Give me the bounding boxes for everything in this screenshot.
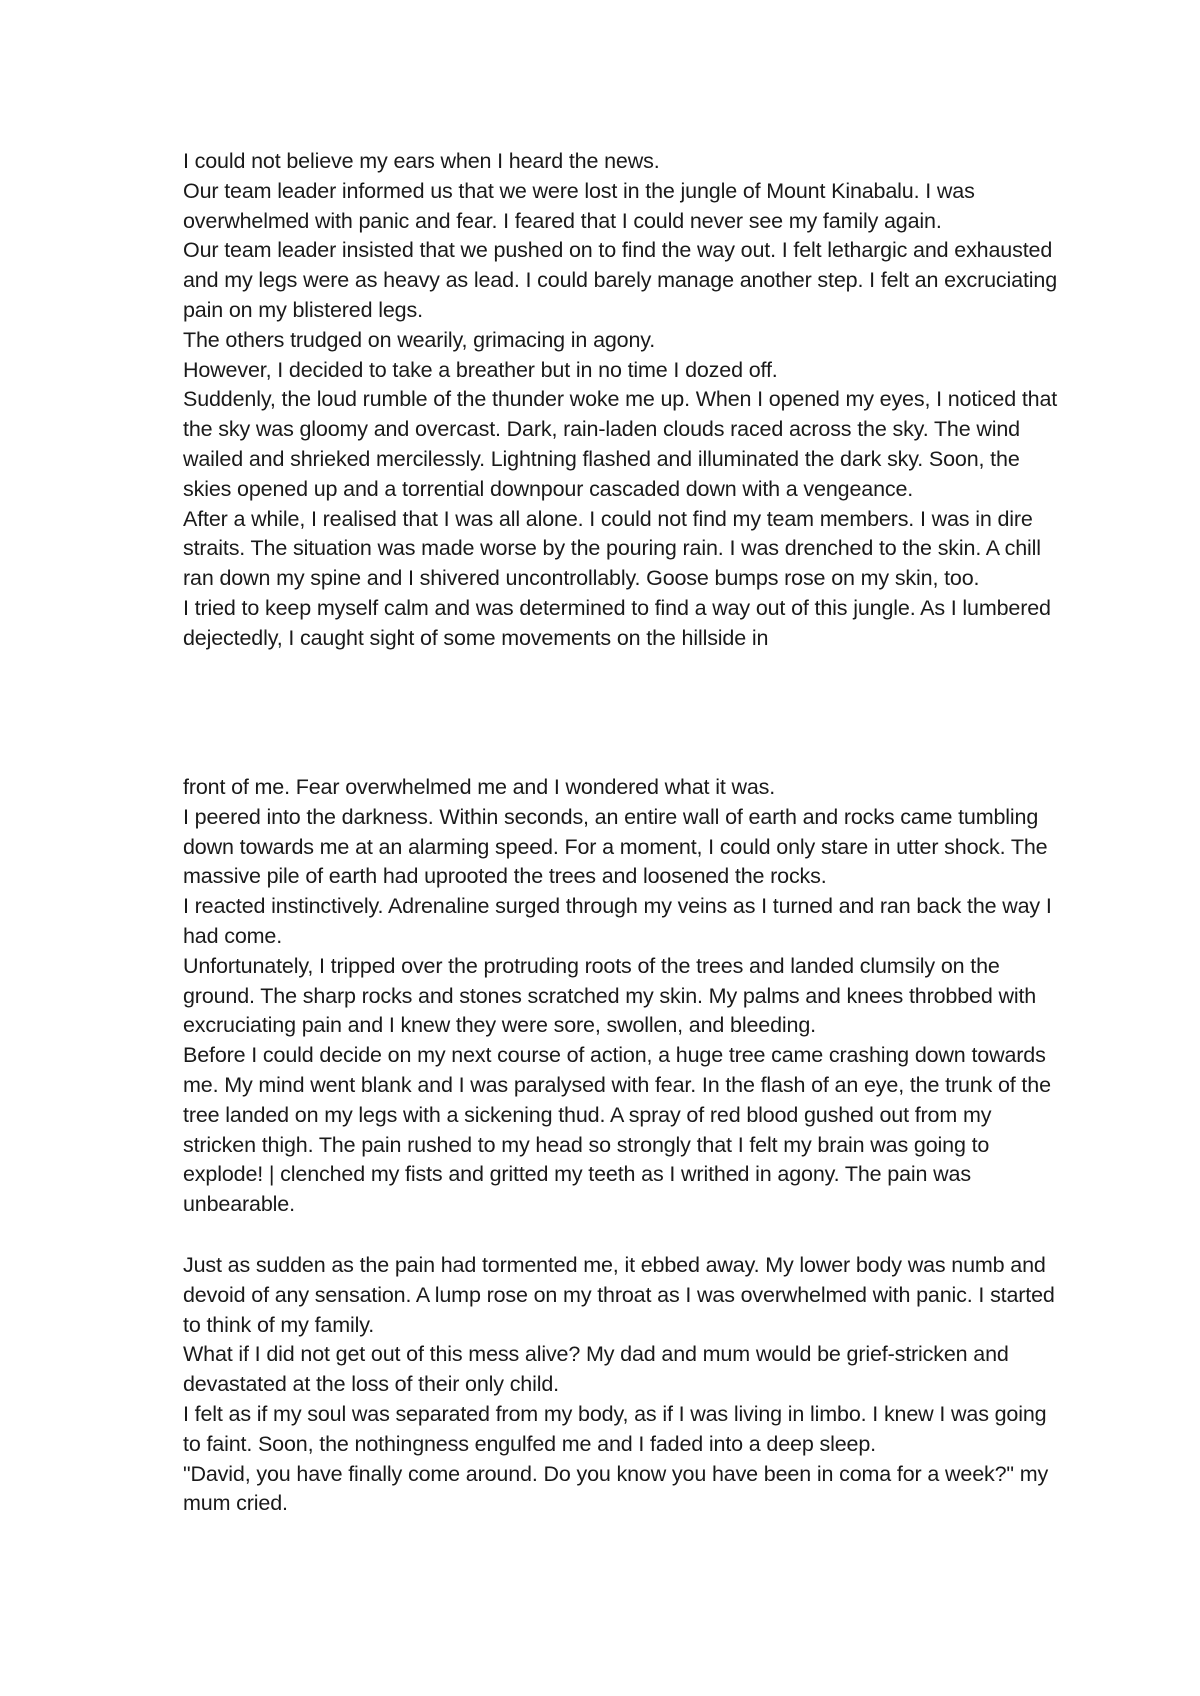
paragraph: The others trudged on wearily, grimacing in agony.	[183, 327, 656, 352]
paragraph: I felt as if my soul was separated from my body, as if I was living in limbo. I knew I was going to faint. Soon, the nothingness engulfed me and I faded into a deep sleep.	[183, 1401, 1047, 1456]
paragraph: After a while, I realised that I was all alone. I could not find my team members. I was in dire straits. The situation was made worse by the pouring rain. I was drenched to the skin. A chill ran down my spine and I shivered uncontrollably. Goose bumps rose on my skin, too.	[183, 506, 1041, 591]
paragraph: Unfortunately, I tripped over the protruding roots of the trees and landed clumsily on the ground. The sharp rocks and stones scratched my skin. My palms and knees throbbed with excruciating pain and I knew they were sore, swollen, and bleeding.	[183, 953, 1037, 1038]
paragraph: Suddenly, the loud rumble of the thunder woke me up. When I opened my eyes, I noticed that the sky was gloomy and overcast. Dark, rain-laden clouds raced across the sky. The wind wailed and shrieked mercilessly. Lightning flashed and illuminated the dark sky. Soon, the skies opened up and a torrential downpour cascaded down with a vengeance.	[183, 387, 1058, 501]
paragraph: front of me. Fear overwhelmed me and I wondered what it was.	[183, 775, 776, 799]
paragraph: Our team leader insisted that we pushed on to find the way out. I felt lethargic and exhausted and my legs were as heavy as lead. I could barely manage another step. I felt an excruciating pain on my blistered legs.	[183, 238, 1058, 322]
paragraph: However, I decided to take a breather but in no time I dozed off.	[183, 357, 778, 382]
paragraph: Our team leader informed us that we were lost in the jungle of Mount Kinabalu. I was overwhelmed with panic and fear. I feared that I could never see my family again.	[183, 178, 975, 233]
paragraph: I reacted instinctively. Adrenaline surged through my veins as I turned and ran back the way I had come.	[183, 894, 1052, 948]
paragraph: "David, you have finally come around. Do you know you have been in coma for a week?" my mum cried.	[183, 1461, 1049, 1516]
paragraph: I peered into the darkness. Within seconds, an entire wall of earth and rocks came tumbling down towards me at an alarming speed. For a moment, I could only stare in utter shock. The massive pile of earth had uprooted the trees and loosened the rocks.	[183, 804, 1048, 889]
paragraph: What if I did not get out of this mess alive? My dad and mum would be grief-stricken and devastated at the loss of their only child.	[183, 1342, 1009, 1397]
paragraph: I tried to keep myself calm and was determined to find a way out of this jungle. As I lumbered dejectedly, I caught sight of some movements on the hillside in	[183, 595, 1051, 650]
paragraph: Just as sudden as the pain had tormented me, it ebbed away. My lower body was numb and devoid of any sensation. A lump rose on my throat as I was overwhelmed with panic. I started to think of my family.	[183, 1253, 1055, 1337]
paragraph: Before I could decide on my next course of action, a huge tree came crashing down towards me. My mind went blank and I was paralysed with fear. In the flash of an eye, the trunk of the tree landed on my legs with a sickening thud. A spray of red blood gushed out from my stricken thigh. The pain rushed to my head so strongly that I felt my brain was going to explode! | clenched my fists and gritted my teeth as I writhed in agony. The pain was unbearable.	[183, 1043, 1051, 1217]
text-section-1	[183, 147, 1063, 654]
text-section-2	[183, 773, 1063, 1220]
paragraph: I could not believe my ears when I heard the news.	[183, 149, 660, 173]
text-section-3	[183, 1251, 1063, 1519]
